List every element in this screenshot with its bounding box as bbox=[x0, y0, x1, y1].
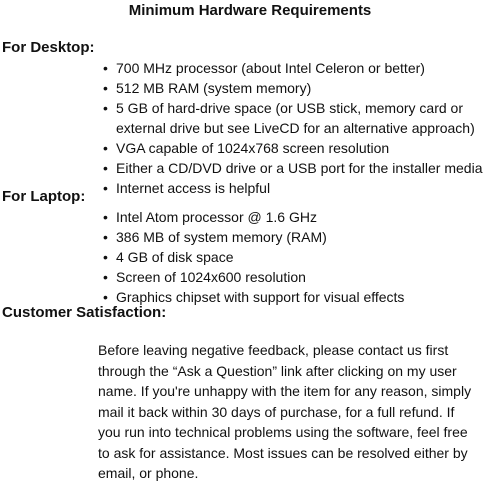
list-item: • 4 GB of disk space bbox=[100, 247, 404, 267]
page-title: Minimum Hardware Requirements bbox=[128, 2, 372, 19]
list-item: • Graphics chipset with support for visual effects bbox=[100, 287, 404, 307]
customer-satisfaction-paragraph bbox=[98, 340, 498, 484]
list-item: • Screen of 1024x600 resolution bbox=[100, 267, 404, 287]
paragraph-line: Before leaving negative feedback, please contact us first bbox=[98, 342, 449, 358]
paragraph-line: to ask for assistance. Most issues can be resolved either by bbox=[98, 444, 468, 461]
list-item: • VGA capable of 1024x768 screen resolution bbox=[100, 138, 482, 158]
list-item: • 512 MB RAM (system memory) bbox=[100, 78, 482, 98]
list-item: • 5 GB of hard-drive space (or USB stick, memory card or external drive but see LiveCD for an alternative approach) bbox=[100, 98, 482, 138]
list-item: • 386 MB of system memory (RAM) bbox=[100, 227, 404, 247]
list-item: • Either a CD/DVD drive or a USB port for the installer media bbox=[100, 158, 482, 178]
list-item: • Internet access is helpful bbox=[100, 178, 482, 198]
paragraph-line: through the “Ask a Question” link after clicking on my user bbox=[98, 362, 457, 379]
list-item: • Intel Atom processor @ 1.6 GHz bbox=[100, 207, 404, 227]
customer-satisfaction-heading: Customer Satisfaction: bbox=[2, 304, 167, 321]
paragraph-line: name. If you're unhappy with the item for any reason, simply bbox=[98, 383, 472, 399]
paragraph-line: you run into technical problems using the software, feel free bbox=[98, 424, 468, 440]
paragraph-line: mail it back within 30 days of purchase, for a full refund. If bbox=[98, 403, 455, 420]
laptop-requirements-list bbox=[100, 207, 404, 307]
laptop-heading: For Laptop: bbox=[2, 188, 86, 205]
paragraph-line: email, or phone. bbox=[98, 465, 199, 481]
list-item: • 700 MHz processor (about Intel Celeron or better) bbox=[100, 58, 482, 78]
desktop-heading: For Desktop: bbox=[2, 39, 95, 56]
desktop-requirements-list bbox=[100, 58, 482, 198]
